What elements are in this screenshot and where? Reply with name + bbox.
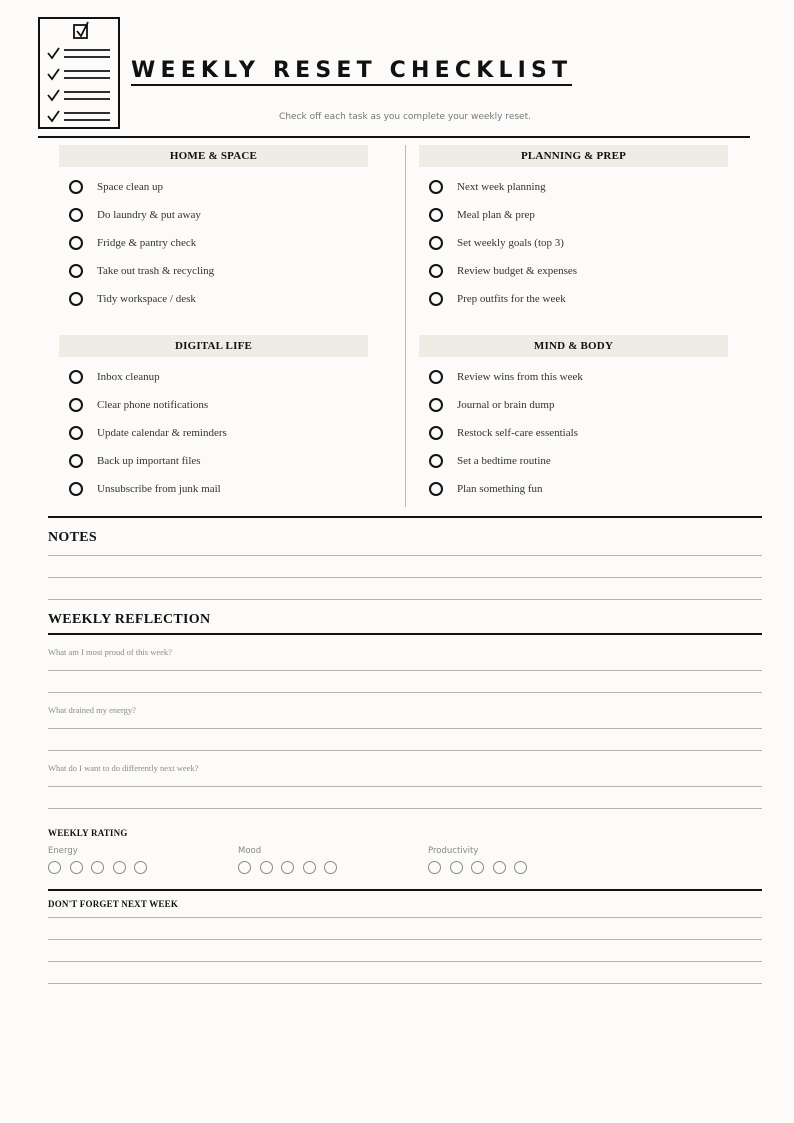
checkbox-circle[interactable] [69, 370, 83, 384]
checkbox-circle[interactable] [429, 454, 443, 468]
checkbox-circle[interactable] [429, 292, 443, 306]
section-title: HOME & SPACE [59, 145, 368, 167]
checkbox-circle[interactable] [429, 370, 443, 384]
rating-dot[interactable] [281, 861, 294, 874]
checkbox-circle[interactable] [69, 264, 83, 278]
notes-line[interactable] [48, 599, 762, 600]
task-item[interactable]: Restock self-care essentials [419, 419, 728, 447]
rating-dot[interactable] [324, 861, 337, 874]
rating-label: Energy [48, 846, 78, 856]
task-item[interactable]: Journal or brain dump [419, 391, 728, 419]
rating-label: Mood [238, 846, 262, 856]
answer-line[interactable] [48, 670, 762, 671]
column-divider [405, 145, 406, 507]
task-item[interactable]: Set a bedtime routine [419, 447, 728, 475]
task-item[interactable]: Fridge & pantry check [59, 229, 368, 257]
section-home-space [59, 145, 368, 313]
checkbox-circle[interactable] [69, 454, 83, 468]
answer-line[interactable] [48, 786, 762, 787]
dont-forget-line[interactable] [48, 939, 762, 940]
checklist-icon [40, 19, 118, 127]
checkbox-circle[interactable] [429, 482, 443, 496]
rating-dot[interactable] [303, 861, 316, 874]
rating-label: Productivity [428, 846, 479, 856]
answer-line[interactable] [48, 728, 762, 729]
task-item[interactable]: Back up important files [59, 447, 368, 475]
dont-forget-line[interactable] [48, 983, 762, 984]
checkbox-circle[interactable] [69, 180, 83, 194]
rating-dot[interactable] [70, 861, 83, 874]
section-title: DIGITAL LIFE [59, 335, 368, 357]
task-item[interactable]: Prep outfits for the week [419, 285, 728, 313]
task-item[interactable]: Unsubscribe from junk mail [59, 475, 368, 503]
task-item[interactable]: Update calendar & reminders [59, 419, 368, 447]
reflection-title: WEEKLY REFLECTION [48, 612, 211, 627]
rating-title: WEEKLY RATING [48, 828, 128, 838]
checkbox-circle[interactable] [429, 426, 443, 440]
rating-dot[interactable] [91, 861, 104, 874]
rating-dot[interactable] [450, 861, 463, 874]
task-item[interactable]: Inbox cleanup [59, 363, 368, 391]
rating-dot[interactable] [134, 861, 147, 874]
section-title: MIND & BODY [419, 335, 728, 357]
checkbox-circle[interactable] [69, 208, 83, 222]
page-title: WEEKLY RESET CHECKLIST [131, 58, 572, 86]
section-mind-body [419, 335, 728, 503]
rating-energy [48, 846, 156, 874]
header-divider [38, 136, 750, 138]
page-subtitle: Check off each task as you complete your weekly reset. [279, 112, 531, 122]
dont-forget-title: DON'T FORGET NEXT WEEK [48, 899, 179, 909]
reflection-prompt: What do I want to do differently next week? [48, 763, 199, 773]
answer-line[interactable] [48, 808, 762, 809]
checkbox-circle[interactable] [69, 426, 83, 440]
checkbox-circle[interactable] [69, 482, 83, 496]
rating-dot[interactable] [514, 861, 527, 874]
checkbox-circle[interactable] [429, 236, 443, 250]
dont-forget-line[interactable] [48, 961, 762, 962]
checkbox-circle[interactable] [69, 292, 83, 306]
task-item[interactable]: Meal plan & prep [419, 201, 728, 229]
rating-dot[interactable] [493, 861, 506, 874]
checkbox-circle[interactable] [429, 264, 443, 278]
rating-dot[interactable] [260, 861, 273, 874]
rating-dot[interactable] [113, 861, 126, 874]
notes-line[interactable] [48, 577, 762, 578]
rating-dot[interactable] [48, 861, 61, 874]
task-item[interactable]: Do laundry & put away [59, 201, 368, 229]
rating-dot[interactable] [428, 861, 441, 874]
notes-divider [48, 516, 762, 518]
rating-dot[interactable] [238, 861, 251, 874]
dont-forget-line[interactable] [48, 917, 762, 918]
task-item[interactable]: Set weekly goals (top 3) [419, 229, 728, 257]
reflection-prompt: What am I most proud of this week? [48, 647, 172, 657]
checklist-logo [38, 17, 120, 129]
rating-productivity [428, 846, 536, 874]
checkbox-circle[interactable] [69, 398, 83, 412]
rating-mood [238, 846, 346, 874]
notes-line[interactable] [48, 555, 762, 556]
task-item[interactable]: Clear phone notifications [59, 391, 368, 419]
task-item[interactable]: Next week planning [419, 173, 728, 201]
task-item[interactable]: Space clean up [59, 173, 368, 201]
checkbox-circle[interactable] [429, 180, 443, 194]
task-item[interactable]: Plan something fun [419, 475, 728, 503]
task-item[interactable]: Take out trash & recycling [59, 257, 368, 285]
answer-line[interactable] [48, 692, 762, 693]
section-planning-prep [419, 145, 728, 313]
answer-line[interactable] [48, 750, 762, 751]
checkbox-circle[interactable] [69, 236, 83, 250]
reflection-prompt: What drained my energy? [48, 705, 136, 715]
task-item[interactable]: Review wins from this week [419, 363, 728, 391]
dont-forget-divider [48, 889, 762, 891]
task-item[interactable]: Review budget & expenses [419, 257, 728, 285]
checkbox-circle[interactable] [429, 208, 443, 222]
section-title: PLANNING & PREP [419, 145, 728, 167]
rating-dot[interactable] [471, 861, 484, 874]
section-digital-life [59, 335, 368, 503]
reflection-divider [48, 633, 762, 635]
notes-title: NOTES [48, 530, 97, 545]
task-item[interactable]: Tidy workspace / desk [59, 285, 368, 313]
checkbox-circle[interactable] [429, 398, 443, 412]
